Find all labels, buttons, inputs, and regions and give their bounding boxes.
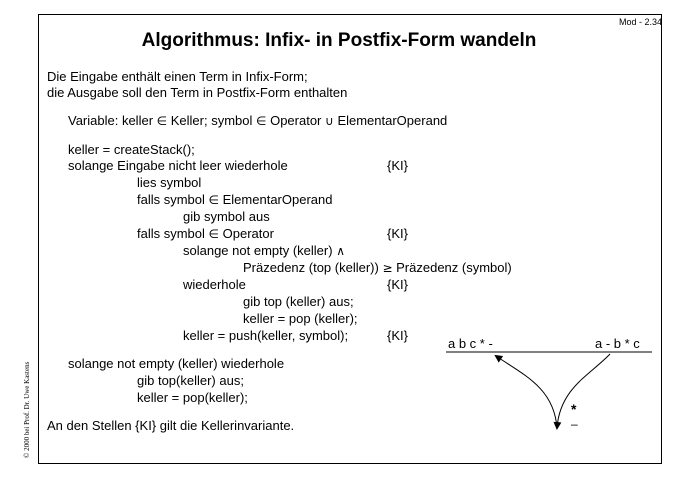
algo-line: wiederhole [183, 277, 246, 292]
ki-marker: {KI} [387, 328, 408, 343]
algo-line: gib top (keller) aus; [243, 294, 354, 309]
stack-to-output-arrow [496, 356, 557, 428]
output-label: a b c * - [448, 336, 493, 351]
algo-line: solange Eingabe nicht leer wiederhole [68, 158, 288, 173]
element-of-symbol: ∈ [156, 114, 168, 128]
type-elementaroperand: ElementarOperand [337, 113, 448, 128]
copyright-note: © 2000 bei Prof. Dr. Uwe Kastens [23, 361, 31, 458]
input-to-stack-arrow [557, 354, 610, 428]
variable-declaration [68, 113, 447, 129]
footer-note: An den Stellen {KI} gilt die Kellerinvariante. [47, 418, 295, 433]
algo-line: gib top(keller) aus; [137, 373, 244, 388]
algo-line: keller = pop (keller); [243, 311, 358, 326]
algo-line: lies symbol [137, 175, 202, 190]
ki-marker: {KI} [387, 226, 408, 241]
intro-line-2: die Ausgabe soll den Term in Postfix-Form enthalten [47, 85, 348, 100]
stack-top-symbol: * [571, 401, 577, 417]
greater-equal-symbol: ≥ [382, 261, 393, 275]
ki-marker: {KI} [387, 277, 408, 292]
algo-line: gib symbol aus [183, 209, 270, 224]
variable-keller: Variable: keller [68, 113, 154, 128]
element-of-symbol: ∈ [208, 193, 219, 207]
element-of-symbol: ∈ [208, 227, 219, 241]
page-title: Algorithmus: Infix- in Postfix-Form wandeln [141, 30, 537, 51]
algo-line: keller = createStack(); [68, 142, 195, 157]
type-operator: Operator [270, 113, 322, 128]
algo-line: falls symbol ∈ Operator [137, 226, 274, 241]
algo-line: falls symbol ∈ ElementarOperand [137, 192, 333, 207]
ki-marker: {KI} [387, 158, 408, 173]
union-symbol: ∪ [325, 114, 334, 128]
intro-line-1: Die Eingabe enthält einen Term in Infix-Form; [47, 69, 308, 84]
element-of-symbol: ∈ [256, 114, 267, 128]
algo-line: solange not empty (keller) wiederhole [68, 356, 285, 371]
logical-and-symbol: ∧ [336, 244, 345, 258]
algo-line: Präzedenz (top (keller)) ≥ Präzedenz (symbol) [243, 260, 512, 275]
variable-symbol: Keller; symbol [170, 113, 253, 128]
stack-diagram-svg [440, 330, 660, 440]
algo-line: keller = pop(keller); [137, 390, 248, 405]
algo-line: keller = push(keller, symbol); [183, 328, 349, 343]
stack-bottom-symbol: – [571, 417, 578, 431]
slide-id: Mod - 2.34 [618, 17, 662, 27]
stack-diagram [440, 330, 660, 445]
input-label: a - b * c [595, 336, 640, 351]
algo-line: solange not empty (keller) ∧ [183, 243, 345, 258]
